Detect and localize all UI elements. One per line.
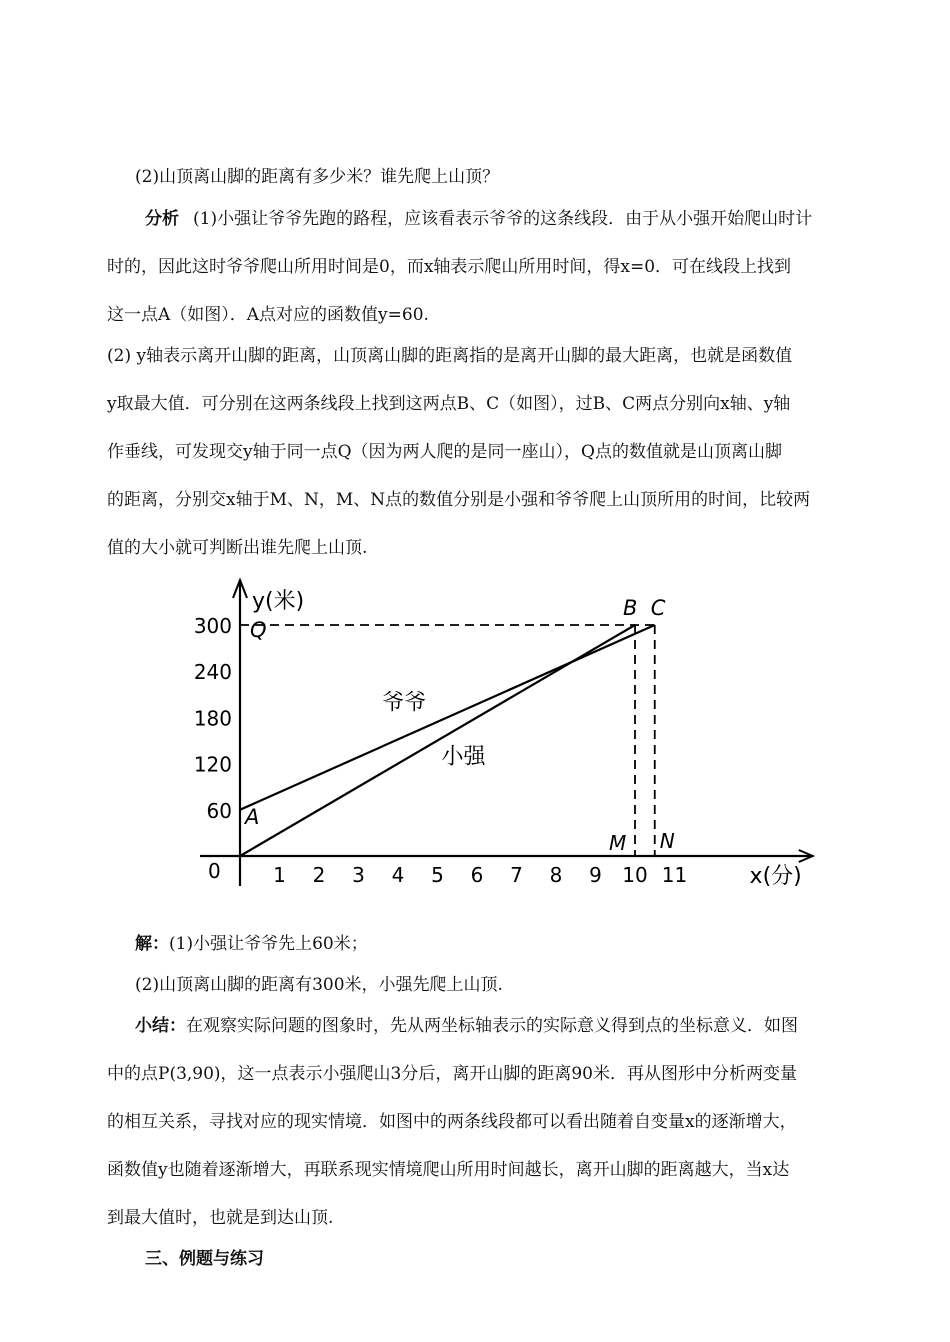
point-q-label: Q (250, 618, 267, 642)
guide-lines (240, 625, 655, 856)
y-tick-label: 240 (193, 660, 232, 685)
analysis-p2-line5: 值的大小就可判断出谁先爬上山顶. (107, 538, 368, 558)
series-grandpa-label: 爷爷 (382, 690, 427, 716)
point-n-label: N (659, 829, 675, 853)
x-tick-label: 4 (391, 863, 405, 887)
point-c-label: C (650, 596, 666, 620)
x-tick-label: 5 (431, 863, 444, 887)
analysis-p2-line2: y取最大值．可分别在这两条线段上找到这两点B、C（如图），过B、C两点分别向x轴、y轴 (107, 394, 791, 414)
origin-label: 0 (208, 859, 221, 883)
summary-line3: 的相互关系，寻找对应的现实情境．如图中的两条线段都可以看出随着自变量x的逐渐增大， (107, 1112, 797, 1132)
analysis-p2-line1: (2) y轴表示离开山脚的距离，山顶离山脚的距离指的是离开山脚的最大距离，也就是函数值 (107, 346, 793, 366)
analysis-p2-line3: 作垂线，可发现交y轴于同一点Q（因为两人爬的是同一座山），Q点的数值就是山顶离山脚 (107, 442, 782, 462)
axes (200, 580, 813, 886)
x-axis-label: x(分) (749, 864, 802, 889)
x-tick-label: 3 (352, 863, 365, 887)
summary-line1: 小结：在观察实际问题的图象时，先从两坐标轴表示的实际意义得到点的坐标意义．如图 (135, 1016, 798, 1036)
y-axis-label: y(米) (252, 589, 305, 614)
y-tick-label: 120 (193, 752, 232, 777)
point-b-label: B (623, 596, 638, 620)
summary-line5: 到最大值时，也就是到达山顶. (107, 1208, 334, 1228)
x-tick-label: 1 (273, 863, 286, 887)
summary-line2: 中的点P(3,90)，这一点表示小强爬山3分后，离开山脚的距离90米．再从图形中分析两变量 (107, 1064, 798, 1084)
series-grandpa-line (240, 625, 655, 810)
x-tick-label: 9 (589, 863, 602, 887)
series-lines (240, 625, 655, 856)
x-tick-label: 2 (312, 863, 326, 887)
point-m-label: M (609, 831, 627, 855)
series-xiaoqiang-label: 小强 (441, 744, 486, 770)
section-heading: 三、例题与练习 (145, 1249, 264, 1269)
analysis-p1-line1: (1)小强让爷爷先跑的路程，应该看表示爷爷的这条线段．由于从小强开始爬山时计 (193, 209, 813, 229)
summary-line4: 函数值y也随着逐渐增大，再联系现实情境爬山所用时间越长，离开山脚的距离越大，当x达 (107, 1160, 790, 1180)
y-tick-label: 180 (193, 706, 232, 731)
x-tick-label: 10 (622, 863, 648, 887)
analysis-p1-line2: 时的，因此这时爷爷爬山所用时间是0，而x轴表示爬山所用时间，得x=0．可在线段上找到 (107, 257, 792, 277)
solution-line2: (2)山顶离山脚的距离有300米，小强先爬上山顶. (135, 975, 503, 995)
mountain-climb-graph (180, 578, 830, 898)
analysis-label: 分析 (145, 209, 179, 229)
x-tick-label: 8 (549, 863, 563, 887)
x-tick-label: 7 (510, 863, 523, 887)
y-tick-label: 60 (206, 798, 232, 823)
point-a-label: A (245, 804, 260, 829)
solution-line1: 解：(1)小强让爷爷先上60米； (135, 934, 368, 954)
labels (208, 589, 802, 889)
y-tick-label: 300 (193, 614, 232, 638)
analysis-p2-line4: 的距离，分别交x轴于M、N，M、N点的数值分别是小强和爷爷爬上山顶所用的时间，比较两 (107, 490, 811, 510)
x-tick-label: 6 (470, 863, 484, 887)
question-2: (2)山顶离山脚的距离有多少米？谁先爬上山顶？ (135, 167, 500, 187)
series-xiaoqiang-line (240, 625, 635, 856)
analysis-p1-line3: 这一点A（如图）．A点对应的函数值y=60. (107, 305, 429, 325)
x-tick-label: 11 (661, 863, 688, 887)
